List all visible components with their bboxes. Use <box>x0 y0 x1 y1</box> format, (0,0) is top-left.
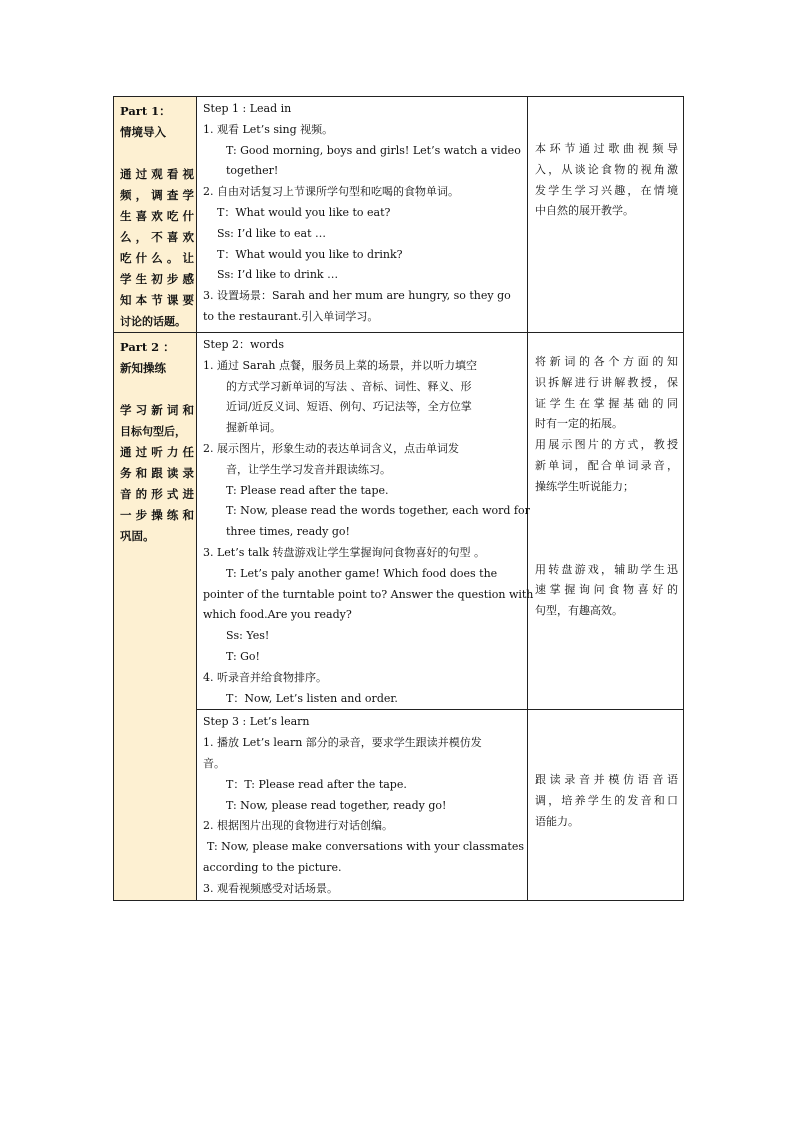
part1-desc-line: 吃什么。让 <box>120 251 194 265</box>
step1-item: to the restaurant.引入单词学习。 <box>203 309 379 323</box>
part2-desc-line: 通过听力任 <box>120 445 194 459</box>
step2-item: 握新单词。 <box>226 421 281 435</box>
step1-item: 1. 观看 Let’s sing 视频。 <box>203 122 334 136</box>
step3-purpose-line: 调，培养学生的发音和口 <box>535 794 678 808</box>
step2-content-cell <box>197 333 534 710</box>
part2-step2-row <box>114 333 684 710</box>
step2-item: 的方式学习新单词的写法 、音标、词性、释义、形 <box>226 379 472 393</box>
step3-item: 音。 <box>203 756 225 770</box>
step2-dialogue: T：Now, Let’s listen and order. <box>226 691 398 705</box>
part2-subtitle: 新知操练 <box>120 361 166 375</box>
step2-purpose-line: 新单词，配合单词录音， <box>535 458 678 472</box>
part1-subtitle: 情境导入 <box>120 125 166 139</box>
part1-desc-line: 知本节课要 <box>120 293 194 307</box>
step2-item: 1. 通过 Sarah 点餐，服务员上菜的场景，并以听力填空 <box>203 358 477 372</box>
step2-purpose-line: 操练学生听说能力； <box>535 479 634 493</box>
step2-item: 近词/近反义词、短语、例句、巧记法等，全方位掌 <box>226 400 472 414</box>
step2-purpose-line: 用展示图片的方式，教授 <box>535 438 678 452</box>
part1-purpose-line: 本环节通过歌曲视频导 <box>535 142 678 155</box>
part1-desc-line: 频，调查学 <box>120 188 194 202</box>
step2-item: 4. 听录音并给食物排序。 <box>203 670 327 684</box>
step1-item: 3. 设置场景：Sarah and her mum are hungry, so they go <box>203 289 511 303</box>
step1-item: 2. 自由对话复习上节课所学句型和吃喝的食物单词。 <box>203 185 459 199</box>
part1-row <box>114 97 684 333</box>
step3-purpose-cell <box>528 710 684 900</box>
step2-purpose-line: 将新词的各个方面的知 <box>535 355 678 368</box>
part1-desc-line: 学生初步感 <box>120 272 194 286</box>
step2-item: 2. 展示图片，形象生动的表达单词含义，点击单词发 <box>203 441 459 455</box>
step2-dialogue: T: Go! <box>226 649 260 663</box>
step2-purpose-line: 证学生在掌握基础的同 <box>535 396 678 410</box>
part2-desc-line: 音的形式进 <box>120 487 194 501</box>
step2-item: 音，让学生学习发音并跟读练习。 <box>226 462 391 476</box>
part1-purpose-cell <box>528 97 684 333</box>
step2-dialogue: Ss: Yes! <box>226 629 270 643</box>
step3-item: 3. 观看视频感受对话场景。 <box>203 881 338 895</box>
part2-desc-line: 巩固。 <box>120 529 155 543</box>
step3-dialogue: T：T: Please read after the tape. <box>226 777 407 791</box>
step3-item: 2. 根据图片出现的食物进行对话创编。 <box>203 819 393 833</box>
step2-dialogue: T: Please read after the tape. <box>226 483 389 497</box>
step2-purpose-line: 速掌握询问食物喜好的 <box>535 583 678 597</box>
step2-title: Step 2：words <box>203 338 284 351</box>
step2-dialogue: T: Let’s paly another game! Which food does the <box>226 566 498 580</box>
part1-desc-line: 讨论的话题。 <box>120 315 186 328</box>
step3-content-cell <box>197 710 528 900</box>
step2-dialogue: which food.Are you ready? <box>203 608 352 622</box>
step2-purpose-line: 时有一定的拓展。 <box>535 417 623 431</box>
step2-purpose-line: 用转盘游戏，辅助学生迅 <box>535 562 678 576</box>
step2-purpose-cell <box>528 333 684 710</box>
part2-desc-line: 目标句型后， <box>120 425 186 438</box>
step2-dialogue: T: Now, please read the words together, each word for <box>226 504 530 518</box>
step1-dialogue: T：What would you like to eat? <box>217 205 391 219</box>
step3-purpose-line: 语能力。 <box>535 814 579 828</box>
step3-title: Step 3 : Let’s learn <box>203 715 310 729</box>
step3-purpose-line: 跟读录音并模仿语音语 <box>535 773 678 787</box>
step3-dialogue: T: Now, please make conversations with your classmates <box>207 840 524 854</box>
step2-purpose-line: 句型，有趣高效。 <box>535 604 623 618</box>
part1-label-cell <box>114 97 197 333</box>
step1-dialogue: Ss: I’d like to drink … <box>217 268 339 282</box>
part2-desc-line: 学习新词和 <box>120 403 194 417</box>
part2-title: Part 2 ： <box>120 340 175 354</box>
part1-purpose-line: 发学生学习兴趣，在情境 <box>535 183 678 197</box>
step2-dialogue: three times, ready go! <box>226 525 350 539</box>
part2-step3-row <box>114 710 684 900</box>
step3-item: 1. 播放 Let’s learn 部分的录音，要求学生跟读并模仿发 <box>203 736 482 750</box>
part2-desc-line: 一步操练和 <box>120 508 194 522</box>
part2-label-cell <box>114 333 197 901</box>
lesson-plan-table <box>113 96 684 901</box>
part1-purpose-line: 中自然的展开教学。 <box>535 204 634 218</box>
step2-purpose-line: 识拆解进行讲解教授，保 <box>535 375 678 389</box>
part1-content-cell <box>197 97 528 333</box>
step3-dialogue: according to the picture. <box>203 860 342 874</box>
step1-dialogue: together! <box>226 164 279 178</box>
step2-item: 3. Let’s talk 转盘游戏让学生掌握询问食物喜好的句型 。 <box>203 545 486 559</box>
part1-title: Part 1： <box>120 104 171 118</box>
step1-dialogue: T：What would you like to drink? <box>217 247 403 261</box>
step1-dialogue: T: Good morning, boys and girls! Let’s watch a video <box>226 143 521 157</box>
step2-dialogue: pointer of the turntable point to? Answer the question with <box>203 587 534 601</box>
step1-title: Step 1 : Lead in <box>203 102 292 115</box>
part1-desc-line: 生喜欢吃什 <box>120 209 194 223</box>
part2-desc-line: 务和跟读录 <box>120 466 194 480</box>
part1-desc-line: 么，不喜欢 <box>120 230 194 244</box>
part1-purpose-line: 入，从谈论食物的视角激 <box>535 162 678 176</box>
part1-desc-line: 通过观看视 <box>120 167 194 181</box>
step3-dialogue: T: Now, please read together, ready go! <box>226 798 447 812</box>
step1-dialogue: Ss: I’d like to eat … <box>217 226 326 240</box>
